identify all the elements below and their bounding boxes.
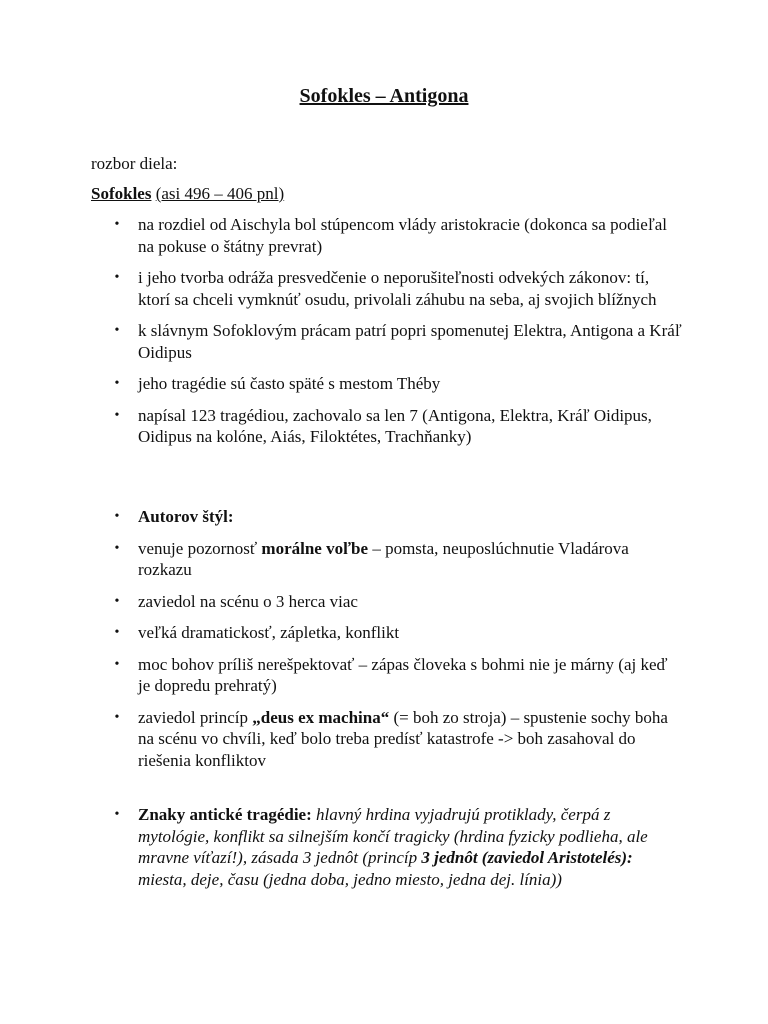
style-text: veľká dramatickosť, zápletka, konflikt [138,623,400,642]
author-line [91,183,284,205]
bullet-icon: • [114,323,120,338]
style-emphasis: morálne voľbe [261,538,369,558]
fact-text: k slávnym Sofoklovým prácam patrí popri spomenutej Elektra, Antigona a Kráľ Oidipus [138,321,682,362]
subtitle: rozbor diela: [91,154,178,173]
style-text: (= boh zo stroja) – spustenie sochy boha na scénu vo chvíli, keď bolo treba predísť katastrofe -> boh zasahoval do riešenia konfliktov [138,707,668,770]
tragedy-text: hlavný hrdina vyjadrujú protiklady, čerpá z mytológie, konflikt sa silnejším končí tragicky (hrdina fyzicky podlieha, ale mravne víťazí!), zásada 3 jednôt (princíp [138,805,648,867]
bullet-icon: • [114,625,120,640]
page-title: Sofokles – Antigona [299,85,469,107]
fact-text: na rozdiel od Aischyla bol stúpencom vlády aristokracie (dokonca sa podieľal na pokuse o štátny prevrat) [138,215,668,256]
author-dates: (asi 496 – 406 pnl) [155,184,285,203]
style-text: venuje pozornosť [138,538,262,558]
style-text: zaviedol na scénu o 3 herca viac [138,591,358,611]
author-name: Sofokles [91,184,152,203]
list-item [112,804,682,890]
fact-text: napísal 123 tragédiou, zachovalo sa len 7 (Antigona, Elektra, Kráľ Oidipus, Oidipus na kolóne, Aiás, Filoktétes, Trachňanky) [138,405,652,446]
list-item [112,506,682,528]
list-item [112,267,682,310]
bullet-icon: • [114,540,120,556]
list-item [112,591,682,613]
fact-text: i jeho tvorba odráža presvedčenie o neporušiteľnosti odvekých zákonov: tí, ktorí sa chceli vymknúť osudu, privolali záhubu na seba, aj svojich blížnych [138,268,657,309]
bullet-icon: • [114,593,120,609]
list-item [112,538,682,581]
fact-text: jeho tragédie sú často späté s mestom Théby [138,374,441,393]
bullet-icon: • [114,709,120,725]
bullet-icon: • [114,509,120,524]
list-item [112,707,682,772]
tragedy-emphasis: 3 jednôt (zaviedol Aristotelés): [421,848,633,867]
bullet-icon: • [114,270,120,285]
bullet-icon: • [114,217,120,232]
list-item [112,373,682,395]
style-text: zaviedol princíp [138,707,253,727]
list-item [112,320,682,363]
bullet-icon: • [114,656,120,672]
style-emphasis: „deus ex machina“ [252,707,390,727]
style-text: – pomsta, neuposlúchnutie Vladárova rozkazu [138,538,629,579]
list-item [112,405,682,448]
style-text: moc bohov príliš nerešpektovať – zápas človeka s bohmi nie je márny (aj keď je dopredu prehratý) [138,654,668,695]
tragedy-text: miesta, deje, času (jedna doba, jedno miesto, jedna dej. línia)) [138,869,562,889]
author-style-list [112,506,682,781]
tragedy-list [112,804,682,890]
bullet-icon: • [114,376,120,391]
list-item [112,622,682,644]
list-item [112,654,682,697]
tragedy-heading: Znaky antické tragédie: [138,805,312,824]
list-item [112,214,682,257]
author-facts-list [112,214,682,458]
style-heading: Autorov štýl: [138,507,234,526]
bullet-icon: • [114,407,120,423]
bullet-icon: • [114,807,120,822]
